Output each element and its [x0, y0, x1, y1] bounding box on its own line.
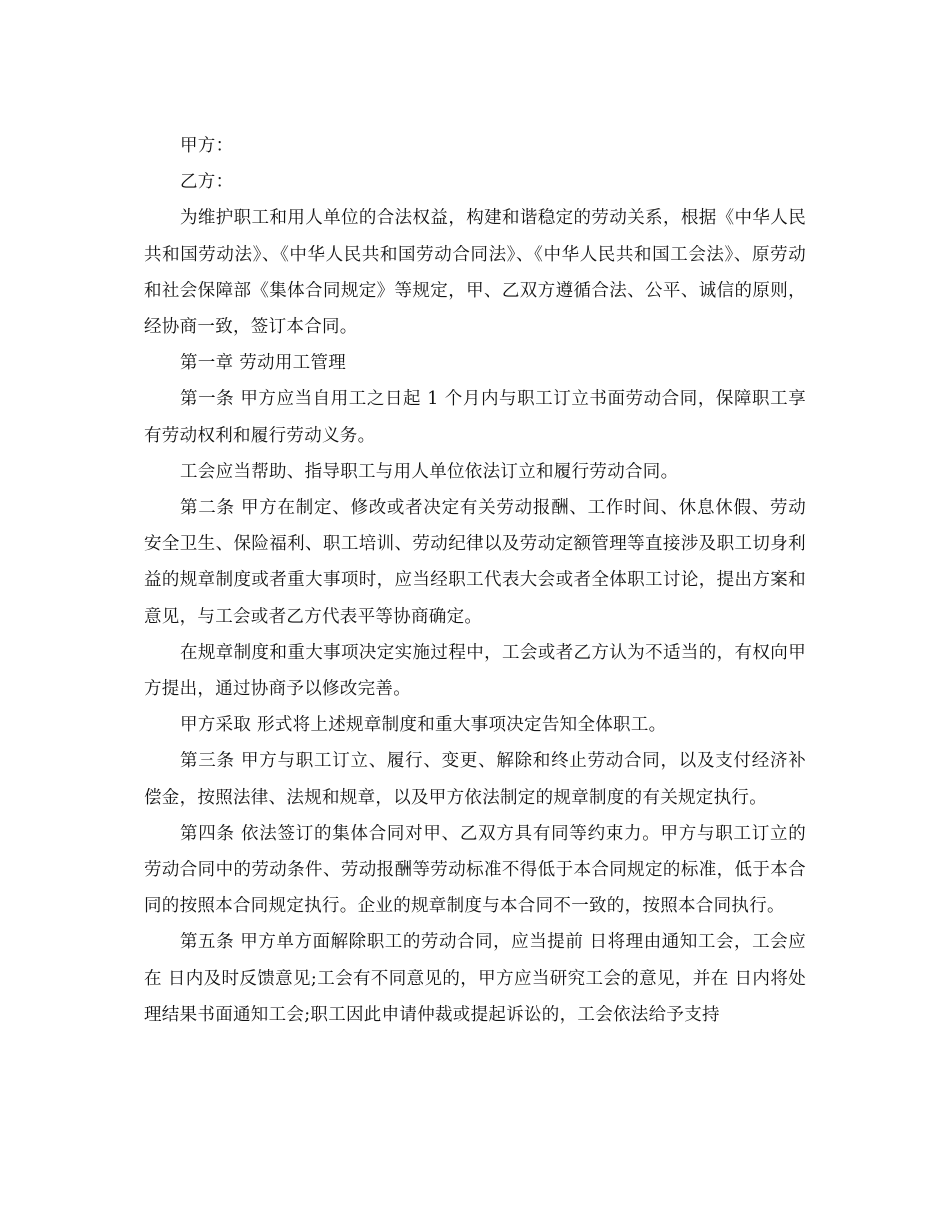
article-2-paragraph: 第二条 甲方在制定、修改或者决定有关劳动报酬、工作时间、休息休假、劳动安全卫生、保险福利、职工培训、劳动纪律以及劳动定额管理等直接涉及职工切身利益的规章制度或者重大事项时，应当经职工代表大会或者全体职工讨论，提出方案和意见，与工会或者乙方代表平等协商确定。 [144, 498, 806, 627]
article-3-paragraph: 第三条 甲方与职工订立、履行、变更、解除和终止劳动合同，以及支付经济补偿金，按照法律、法规和规章，以及甲方依法制定的规章制度的有关规定执行。 [144, 751, 806, 808]
article-1-paragraph: 第一条 甲方应当自用工之日起 1 个月内与职工订立书面劳动合同，保障职工享有劳动权利和履行劳动义务。 [144, 389, 806, 446]
article-2-notice-paragraph: 甲方采取 形式将上述规章制度和重大事项决定告知全体职工。 [180, 715, 667, 736]
article-1-note-paragraph: 工会应当帮助、指导职工与用人单位依法订立和履行劳动合同。 [180, 461, 679, 482]
article-2-revision-paragraph: 在规章制度和重大事项决定实施过程中，工会或者乙方认为不适当的，有权向甲方提出，通过协商予以修改完善。 [144, 642, 806, 700]
party-a-label: 甲方： [180, 136, 234, 156]
article-5-paragraph: 第五条 甲方单方面解除职工的劳动合同，应当提前 日将理由通知工会，工会应在 日内及时反馈意见;工会有不同意见的，甲方应当研究工会的意见，并在 日内将处理结果书面通知工会;职工因此申请仲裁或提起诉讼的，工会依法给予支持 [144, 932, 806, 1025]
preamble-paragraph: 为维护职工和用人单位的合法权益，构建和谐稳定的劳动关系，根据《中华人民共和国劳动法》、《中华人民共和国劳动合同法》、《中华人民共和国工会法》、原劳动和社会保障部《集体合同规定》等规定，甲、乙双方遵循合法、公平、诚信的原则，经协商一致，签订本合同。 [144, 208, 806, 338]
article-4-paragraph: 第四条 依法签订的集体合同对甲、乙双方具有同等约束力。甲方与职工订立的劳动合同中的劳动条件、劳动报酬等劳动标准不得低于本合同规定的标准，低于本合同的按照本合同规定执行。企业的规章制度与本合同不一致的，按照本合同执行。 [144, 823, 806, 917]
chapter-heading: 第一章 劳动用工管理 [180, 353, 347, 374]
party-b-label: 乙方： [180, 172, 234, 193]
document-body [144, 128, 806, 1033]
